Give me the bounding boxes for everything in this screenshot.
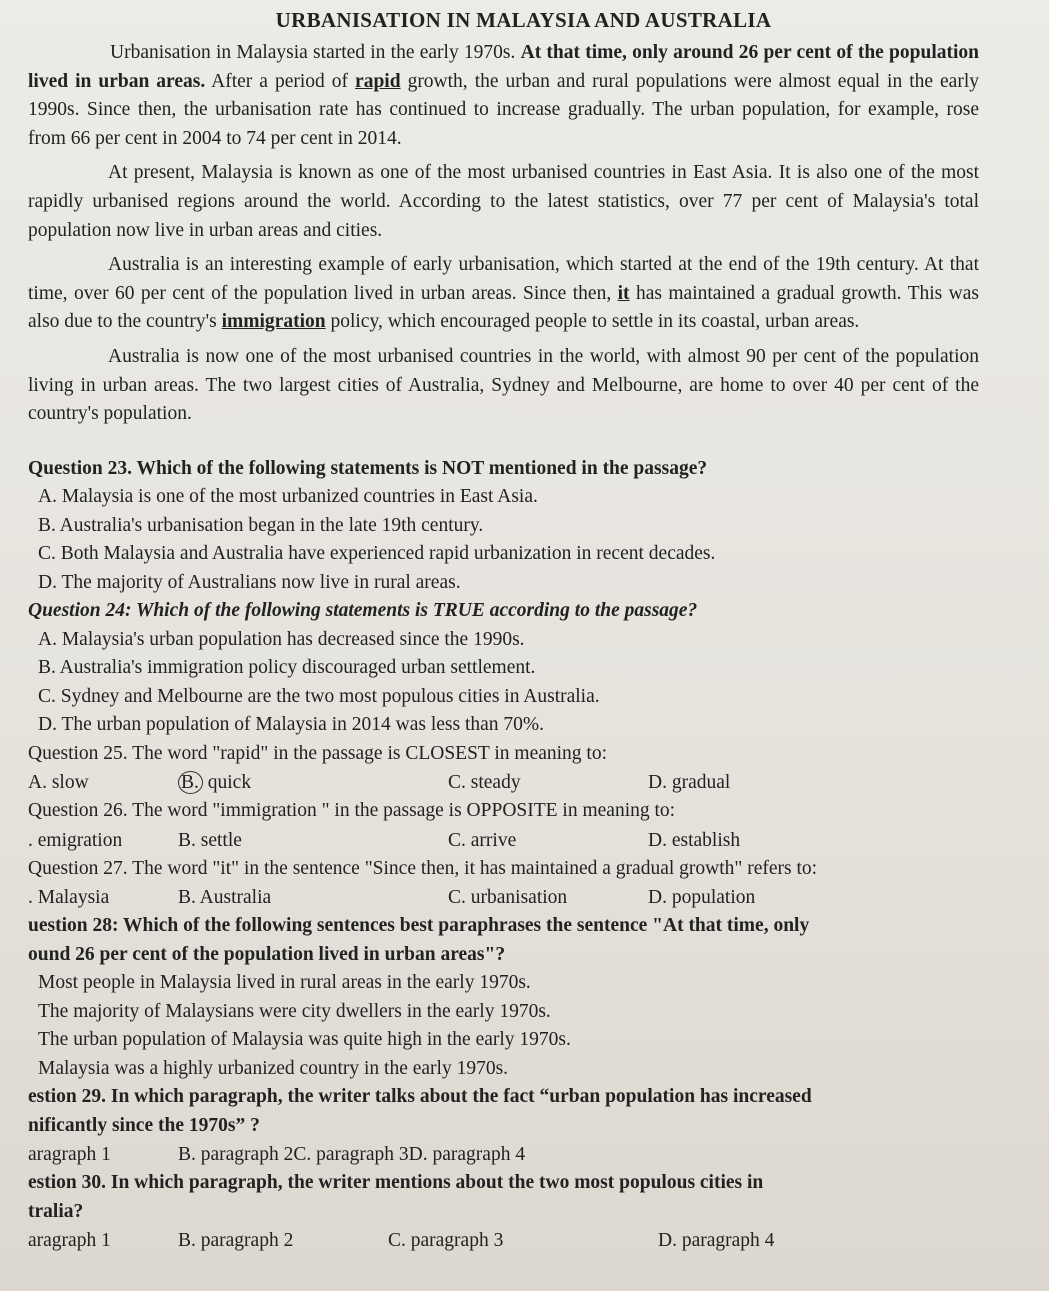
- question-28-option-b[interactable]: The majority of Malaysians were city dwellers in the early 1970s.: [38, 1000, 551, 1022]
- question-29-option-a[interactable]: aragraph 1: [28, 1144, 111, 1166]
- question-27: [28, 855, 979, 913]
- question-26-title: Question 26. The word "immigration " in the passage is OPPOSITE in meaning to:: [28, 800, 676, 822]
- question-25-option-b-label: quick: [202, 772, 252, 794]
- question-29-title-line-1: estion 29. In which paragraph, the writer talks about the fact “urban population has increased: [28, 1086, 812, 1108]
- word-it: it: [617, 282, 630, 304]
- paragraph-1-text-b: After a period of: [205, 70, 356, 92]
- paragraph-3-text-c: policy, which encouraged people to settle in its coastal, urban areas.: [325, 311, 860, 333]
- question-23-option-a[interactable]: A. Malaysia is one of the most urbanized countries in East Asia.: [38, 486, 538, 508]
- paragraph-1: [28, 39, 979, 153]
- question-29-option-b-c-d[interactable]: B. paragraph 2C. paragraph 3D. paragraph 4: [178, 1144, 526, 1166]
- question-28-option-c[interactable]: The urban population of Malaysia was quite high in the early 1970s.: [38, 1029, 571, 1051]
- question-25-option-d[interactable]: D. gradual: [648, 772, 731, 794]
- question-30-title-line-2: tralia?: [28, 1200, 84, 1222]
- question-24-option-c[interactable]: C. Sydney and Melbourne are the two most populous cities in Australia.: [38, 685, 600, 707]
- question-30: [28, 1169, 979, 1255]
- question-25-option-b[interactable]: [178, 768, 448, 797]
- passage-title: URBANISATION IN MALAYSIA AND AUSTRALIA: [275, 8, 772, 32]
- paragraph-3-text-a: Australia is an interesting example of early urbanisation, which started at the end of the 19th century. At that time, over 60 per cent of the population lived in urban areas. Since then,: [28, 254, 979, 304]
- question-27-option-d[interactable]: D. population: [648, 887, 756, 909]
- question-30-option-d[interactable]: D. paragraph 4: [658, 1230, 775, 1252]
- question-23-option-d[interactable]: D. The majority of Australians now live in rural areas.: [38, 571, 461, 593]
- question-24-option-a[interactable]: A. Malaysia's urban population has decreased since the 1990s.: [38, 628, 525, 650]
- question-23-option-b[interactable]: B. Australia's urbanisation began in the late 19th century.: [38, 514, 484, 536]
- question-27-option-b[interactable]: B. Australia: [178, 887, 272, 909]
- question-23: [28, 455, 979, 598]
- word-immigration: immigration: [221, 311, 326, 333]
- question-25-option-c[interactable]: C. steady: [448, 772, 521, 794]
- question-26-option-a[interactable]: . emigration: [28, 829, 123, 851]
- question-29: [28, 1083, 979, 1169]
- question-27-option-a[interactable]: . Malaysia: [28, 887, 110, 909]
- question-26-option-c[interactable]: C. arrive: [448, 829, 517, 851]
- paragraph-1-bold: At that time, only around 26 per cent of the population lived in urban areas.: [28, 42, 980, 92]
- paragraph-1-text-c: growth, the urban and rural populations were almost equal in the early 1990s. Since then, the urbanisation rate has continued to increase gradually. The urban population, for example, rose from 66 per cent in 2004 to 74 per cent in 2014.: [28, 70, 979, 149]
- word-rapid: rapid: [355, 70, 401, 92]
- paragraph-1-text-a: Urbanisation in Malaysia started in the early 1970s.: [110, 42, 521, 63]
- question-24: [28, 597, 979, 740]
- question-25-option-a[interactable]: A. slow: [28, 772, 89, 794]
- question-30-title-line-1: estion 30. In which paragraph, the writer mentions about the two most populous cities in: [28, 1172, 764, 1194]
- question-29-title-line-2: nificantly since the 1970s” ?: [28, 1114, 260, 1136]
- question-28-option-d[interactable]: Malaysia was a highly urbanized country in the early 1970s.: [38, 1057, 509, 1079]
- question-30-options: [28, 1226, 979, 1255]
- paragraph-4: Australia is now one of the most urbanised countries in the world, with almost 90 per cent of the population living in urban areas. The two largest cities of Australia, Sydney and Melbourne, are home to over 40 per cent of the country's population.: [28, 345, 979, 425]
- question-27-option-c[interactable]: C. urbanisation: [448, 887, 568, 909]
- question-26-options: [28, 826, 979, 855]
- paragraph-3-text-b: has maintained a gradual growth. This was also due to the country's: [28, 282, 979, 333]
- question-29-options: [28, 1140, 979, 1169]
- question-28: [28, 912, 979, 1083]
- selected-answer-circle: B.: [178, 771, 203, 794]
- question-30-option-c[interactable]: C. paragraph 3: [388, 1230, 504, 1252]
- question-25-options: [28, 768, 979, 797]
- question-26-option-b[interactable]: B. settle: [178, 829, 242, 851]
- question-30-option-b[interactable]: B. paragraph 2: [178, 1230, 294, 1252]
- paragraph-3: [28, 251, 979, 337]
- question-23-title: Question 23. Which of the following statements is NOT mentioned in the passage?: [28, 457, 708, 479]
- question-28-title-line-1: uestion 28: Which of the following sentences best paraphrases the sentence "At that time, only: [28, 915, 810, 937]
- question-23-option-c[interactable]: C. Both Malaysia and Australia have experienced rapid urbanization in recent decades.: [38, 543, 716, 565]
- question-27-title: Question 27. The word "it" in the sentence "Since then, it has maintained a gradual growth" refers to:: [28, 857, 818, 879]
- question-24-title: Question 24: Which of the following statements is TRUE according to the passage?: [28, 600, 698, 622]
- question-24-option-d[interactable]: D. The urban population of Malaysia in 2014 was less than 70%.: [38, 714, 545, 736]
- question-24-option-b[interactable]: B. Australia's immigration policy discouraged urban settlement.: [38, 657, 536, 679]
- question-26: [28, 797, 979, 855]
- question-28-option-a[interactable]: Most people in Malaysia lived in rural areas in the early 1970s.: [38, 972, 531, 994]
- question-25: [28, 740, 979, 798]
- question-30-option-a[interactable]: aragraph 1: [28, 1230, 111, 1252]
- question-27-options: [28, 883, 979, 912]
- question-28-title-line-2: ound 26 per cent of the population lived in urban areas"?: [28, 943, 506, 965]
- question-25-title: Question 25. The word "rapid" in the passage is CLOSEST in meaning to:: [28, 742, 608, 764]
- question-26-option-d[interactable]: D. establish: [648, 829, 741, 851]
- paragraph-2: At present, Malaysia is known as one of the most urbanised countries in East Asia. It is also one of the most rapidly urbanised regions around the world. According to the latest statistics, over 77 per cent of Malaysia's total population now live in urban areas and cities.: [28, 162, 979, 241]
